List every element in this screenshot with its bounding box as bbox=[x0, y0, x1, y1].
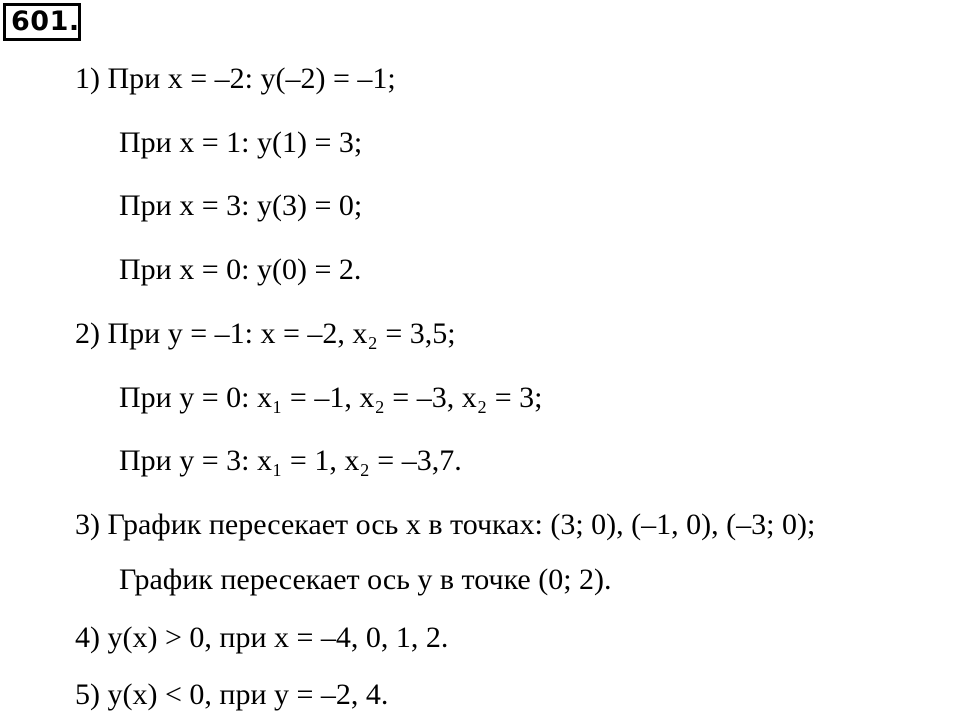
answer-2-line-3: При y = 3: x₁ = 1, x₂ = –3,7. bbox=[119, 444, 462, 477]
answer-1-line-2: При x = 1: y(1) = 3; bbox=[119, 126, 363, 159]
answer-1-line-4: При x = 0: y(0) = 2. bbox=[119, 253, 362, 286]
answer-1-line-3: При x = 3: y(3) = 0; bbox=[119, 189, 363, 222]
answer-1-line-1: 1) При x = –2: y(–2) = –1; bbox=[75, 62, 396, 95]
answer-4-line: 4) y(x) > 0, при x = –4, 0, 1, 2. bbox=[75, 621, 449, 654]
answer-3-line-2: График пересекает ось y в точке (0; 2). bbox=[119, 563, 612, 596]
task-number: 601. bbox=[3, 3, 81, 41]
answer-5-line: 5) y(x) < 0, при y = –2, 4. bbox=[75, 678, 389, 711]
answer-2-line-2: При y = 0: x₁ = –1, x₂ = –3, x₂ = 3; bbox=[119, 381, 543, 414]
answer-2-line-1: 2) При y = –1: x = –2, x₂ = 3,5; bbox=[75, 317, 456, 350]
answer-3-line-1: 3) График пересекает ось x в точках: (3; 0), (–1, 0), (–3; 0); bbox=[75, 508, 816, 541]
